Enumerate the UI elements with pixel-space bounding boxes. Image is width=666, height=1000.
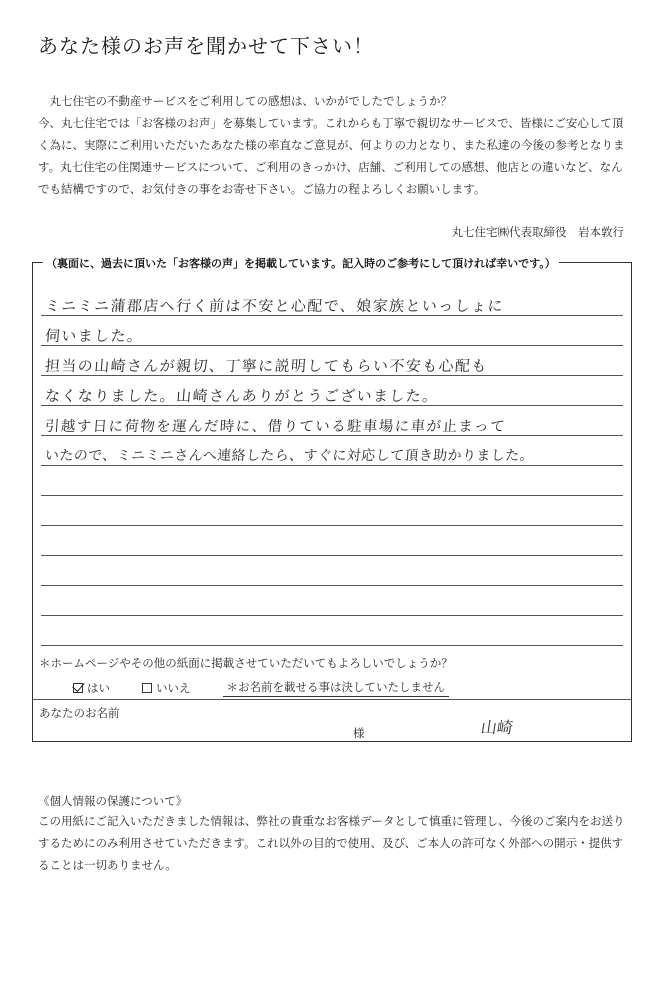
ruled-line (41, 465, 623, 466)
intro-line-1: 丸七住宅の不動産サービスをご利用しての感想は、いかがでしたでしょうか？ (49, 94, 452, 108)
handwritten-line: 引越す日に荷物を運んだ時に、借りている駐車場に車が止まって (44, 419, 507, 435)
intro-text (38, 90, 633, 200)
handwritten-line: ミニミニ蒲郡店へ行く前は不安と心配で、娘家族といっしょに (44, 297, 505, 315)
handwritten-line: 担当の山崎さんが親切、丁寧に説明してもらい不安も心配も (44, 357, 489, 375)
handwritten-line: なくなりました。山崎さんありがとうございました。 (44, 387, 440, 405)
name-privacy-note: ＊お名前を載せる事は決していたしません (223, 679, 450, 697)
option-yes-label: はい (87, 681, 110, 695)
comment-form-box (32, 257, 632, 742)
permission-options (73, 679, 449, 697)
sama-label: 様 (353, 726, 365, 740)
page-title: あなた様のお声を聞かせて下さい！ (38, 34, 374, 58)
permission-question: ＊ホームページやその他の紙面に掲載させていただいてもよろしいでしょうか？ (39, 656, 453, 670)
form-note: （裏面に、過去に頂いた「お客様の声」を掲載しています。記入時のご参考にして頂ければ幸いです。） (43, 255, 559, 271)
handwritten-line: いたので、ミニミニさんへ連絡したら、すぐに対応して頂き助かりました。 (44, 448, 535, 464)
ruled-line (41, 555, 623, 556)
handwritten-line: 伺いました。 (44, 327, 145, 345)
privacy-body: この用紙にご記入いただきました情報は、弊社の貴重なお客様データとして慎重に管理し、今後のご案内をお送りするためにのみ利用させていただきます。これ以外の目的で使用、及び、ご本人の許可なく外部への開示・提供することは一切ありません。 (38, 814, 625, 872)
option-yes[interactable] (73, 680, 110, 696)
ceo-signature: 丸七住宅㈱代表取締役 岩本敦行 (451, 225, 624, 239)
intro-paragraph: 今、丸七住宅では「お客様のお声」を募集しています。これからも丁寧で親切なサービスで、皆様にご安心して頂く為に、実際にご利用いただいたあなた様の率直なご意見が、何よりの力となり、また私達の今後の参考となります。丸七住宅の住関連サービスについて、ご利用のきっかけ、店舗、ご利用しての感想、他店との違いなど、なんでも結構ですので、お気付きの事をお寄せ下さい。ご協力の程よろしくお願いします。 (38, 116, 625, 196)
ruled-line (41, 645, 623, 646)
handwritten-name: 山崎 (479, 718, 515, 737)
ruled-line (41, 525, 623, 526)
option-no[interactable] (142, 680, 191, 696)
ruled-line (41, 495, 623, 496)
checkbox-checked-icon[interactable] (73, 683, 83, 693)
name-label: あなたのお名前 (39, 706, 120, 720)
option-no-label: いいえ (156, 681, 191, 695)
ruled-line (41, 615, 623, 616)
checkbox-empty-icon[interactable] (142, 683, 152, 693)
ruled-line (41, 585, 623, 586)
privacy-title: 《個人情報の保護について》 (38, 794, 188, 808)
divider (33, 699, 631, 700)
